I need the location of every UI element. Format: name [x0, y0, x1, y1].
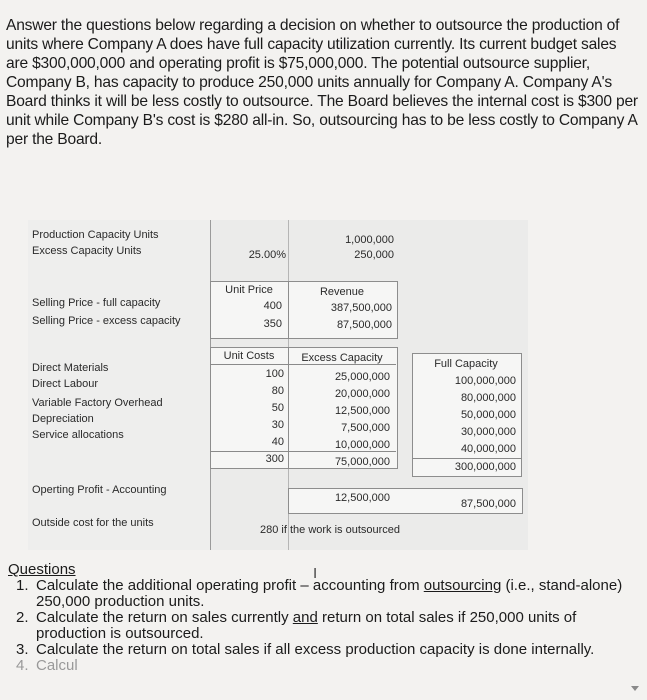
unit-costs-header: Unit Costs: [223, 350, 275, 362]
unit-cost: 100: [265, 368, 284, 380]
scroll-down-icon[interactable]: [631, 686, 639, 691]
outside-cost-label: Outside cost for the units: [32, 517, 154, 529]
revenue-header: Revenue: [319, 286, 365, 298]
cost-label: Depreciation: [32, 413, 94, 425]
excess-cost: 12,500,000: [334, 405, 390, 417]
operating-profit-label: Operting Profit - Accounting: [32, 484, 167, 496]
selling-price-excess-label: Selling Price - excess capacity: [32, 315, 181, 327]
unit-cost-total: 300: [265, 453, 284, 465]
question-number: 2.: [16, 609, 29, 626]
unit-price-header: Unit Price: [225, 284, 273, 296]
full-cost: 100,000,000: [454, 375, 516, 387]
question-2: [16, 609, 638, 642]
excess-units: 250,000: [354, 249, 394, 261]
question-text: return on total sales if 250,000 units of production is outsourced.: [36, 609, 577, 642]
excess-cost: 7,500,000: [341, 422, 390, 434]
question-list: [8, 578, 638, 674]
question-text: Calcul: [36, 657, 78, 674]
full-cost: 40,000,000: [460, 443, 516, 455]
question-text-underlined: outsourcing: [423, 577, 502, 594]
unit-cost: 80: [271, 385, 284, 397]
excess-cost: 10,000,000: [334, 439, 390, 451]
instructions: [6, 16, 640, 149]
full-cost: 30,000,000: [460, 426, 516, 438]
cost-label: Variable Factory Overhead: [32, 397, 163, 409]
capacity-units: 1,000,000: [345, 234, 394, 246]
full-capacity-header: Full Capacity: [434, 358, 498, 370]
questions-section: [8, 562, 638, 674]
excess-percent: 25.00%: [248, 249, 286, 261]
question-4: [16, 657, 638, 674]
text-cursor-icon: I: [313, 565, 318, 582]
question-text: (i.e., stand-alone) 250,000 production units.: [36, 577, 623, 610]
price-full: 400: [263, 300, 282, 312]
excess-cost: 20,000,000: [334, 388, 390, 400]
question-text: Calculate the additional operating profit – accounting from: [36, 577, 424, 594]
revenue-total: 387,500,000: [330, 302, 392, 314]
unit-cost: 50: [271, 402, 284, 414]
selling-price-full-label: Selling Price - full capacity: [32, 297, 161, 309]
unit-cost: 30: [271, 419, 284, 431]
question-number: 4.: [16, 657, 29, 674]
outside-cost-note: 280 if the work is outsourced: [260, 524, 401, 536]
full-cost-total: 300,000,000: [454, 461, 516, 473]
question-text: Calculate the return on sales currently: [36, 609, 293, 626]
question-text: Calculate the return on total sales if all excess production capacity is done internally.: [36, 641, 595, 658]
excess-cost: 25,000,000: [334, 371, 390, 383]
question-number: 1.: [16, 577, 29, 594]
price-excess: 350: [263, 318, 282, 330]
unit-cost: 40: [271, 436, 284, 448]
profit-excess: 12,500,000: [334, 492, 390, 504]
questions-title: Questions: [8, 561, 76, 578]
cost-label: Service allocations: [32, 429, 124, 441]
excess-capacity-header: Excess Capacity: [301, 352, 383, 364]
cost-label: Direct Materials: [32, 362, 109, 374]
full-total-rule: [412, 458, 522, 459]
excess-cost-total: 75,000,000: [334, 456, 390, 468]
question-1: [16, 577, 638, 610]
intro-paragraph: Answer the questions below regarding a decision on whether to outsource the production of units where Company A does have full capacity utilization currently. Its current budget sales are $300,000,000 and operating profit is $75,000,000. The potential outsource supplier, Company B, has capacity to produce 250,000 units annually for Company A. Company A's Board thinks it will be less costly to outsource. The Board believes the internal cost is $300 per unit while Company B's cost is $280 all-in. So, outsourcing has to be less costly to Company A per the Board.: [6, 17, 638, 148]
question-text-underlined: and: [292, 609, 318, 626]
question-number: 3.: [16, 641, 29, 658]
revenue-excess: 87,500,000: [336, 319, 392, 331]
question-3: [16, 641, 638, 658]
excess-capacity-label: Excess Capacity Units: [32, 245, 142, 257]
profit-full: 87,500,000: [460, 498, 516, 510]
cost-label: Direct Labour: [32, 378, 99, 390]
full-cost: 50,000,000: [460, 409, 516, 421]
capacity-label: Production Capacity Units: [32, 229, 159, 241]
full-cost: 80,000,000: [460, 392, 516, 404]
